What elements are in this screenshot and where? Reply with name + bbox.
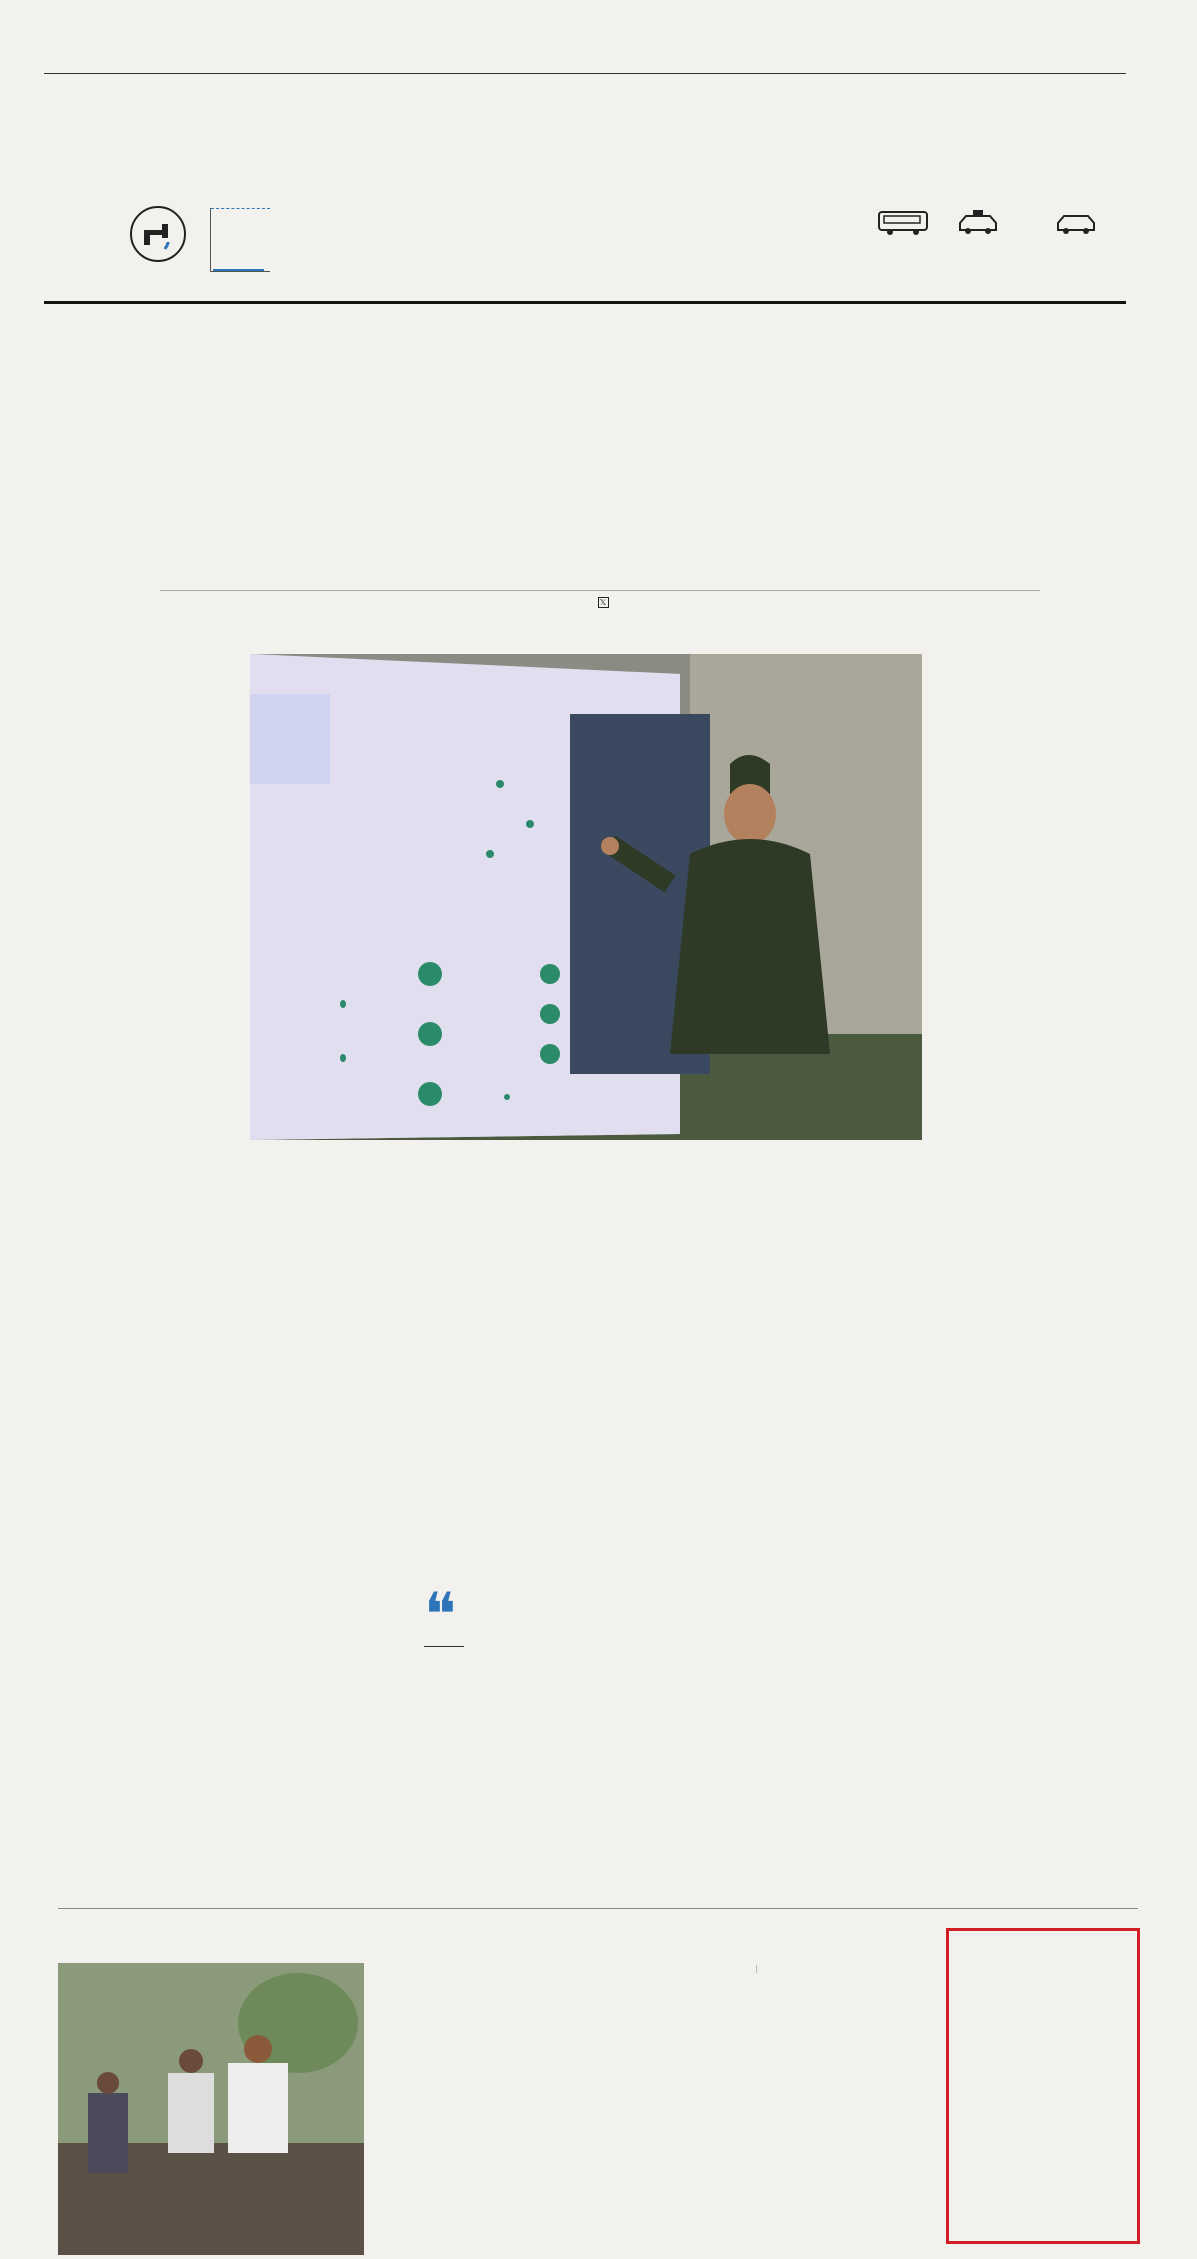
byline: [160, 590, 1040, 608]
x-icon: 𝕏: [598, 597, 609, 608]
quote-mark-icon: ❝: [424, 1580, 457, 1650]
photo-n511: [340, 1054, 346, 1062]
gauge-fill: [213, 269, 264, 271]
article-photo: [250, 654, 922, 1140]
gauge-goal-line: [211, 208, 270, 209]
bus-icon: [876, 208, 932, 238]
water-gauge: [210, 208, 270, 272]
breves-section: [58, 1908, 1138, 1909]
photo-n957: [340, 1000, 346, 1008]
taxi-icon: [956, 208, 1000, 238]
breve-distrito: [378, 1965, 738, 1975]
pull-quote: [424, 1580, 586, 1651]
photo-illustration: [250, 654, 922, 1140]
top-bar: [44, 44, 1126, 74]
faucet-icon: [130, 206, 186, 262]
car-icon: [1054, 208, 1098, 238]
highlight-frame: [946, 1928, 1140, 2244]
info-strip: [44, 186, 1126, 304]
photo-n08: [504, 1094, 510, 1100]
breves-photo: [58, 1963, 364, 2255]
